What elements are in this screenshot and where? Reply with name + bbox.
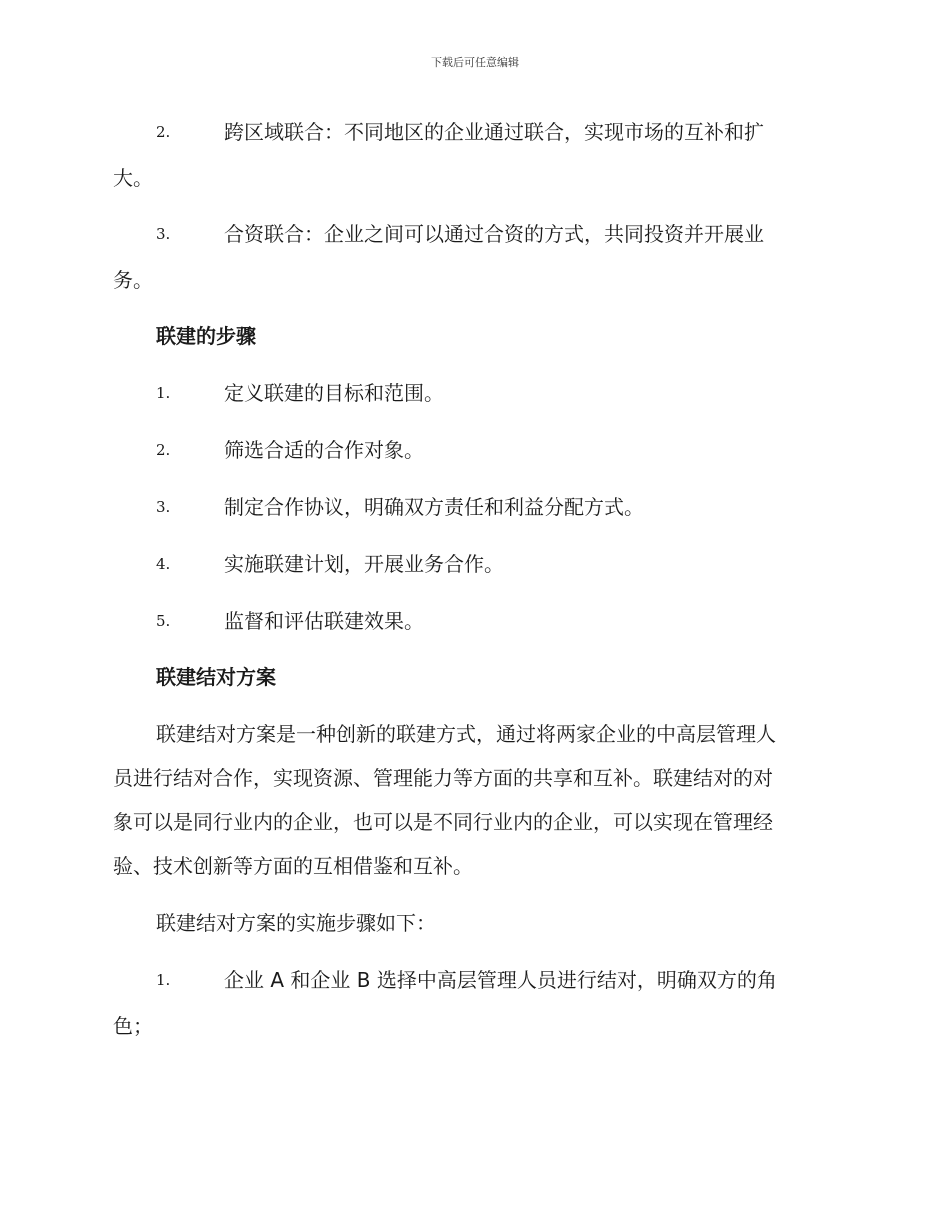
list-number: 3. xyxy=(156,498,171,516)
list-item xyxy=(113,371,833,415)
list-item xyxy=(113,485,833,529)
list-item xyxy=(113,110,833,154)
list-number: 5. xyxy=(156,612,171,630)
intro-paragraph: 联建结对方案的实施步骤如下： xyxy=(156,911,436,935)
list-item xyxy=(113,428,833,472)
list-text: 跨区域联合：不同地区的企业通过联合，实现市场的互补和扩 xyxy=(224,120,764,144)
list-text: 实施联建计划，开展业务合作。 xyxy=(224,552,504,576)
paragraph-line: 象可以是同行业内的企业，也可以是不同行业内的企业，可以实现在管理经 xyxy=(113,810,773,834)
list-text: 制定合作协议，明确双方责任和利益分配方式。 xyxy=(224,495,644,519)
paragraph-line: 联建结对方案是一种创新的联建方式，通过将两家企业的中高层管理人 xyxy=(156,722,776,746)
types-list xyxy=(113,110,833,302)
section-heading-steps: 联建的步骤 xyxy=(156,324,256,348)
list-continuation: 务。 xyxy=(113,268,153,292)
list-item xyxy=(113,958,833,1002)
paragraph-line: 员进行结对合作，实现资源、管理能力等方面的共享和互补。联建结对的对 xyxy=(113,766,773,790)
list-continuation: 色； xyxy=(113,1014,153,1038)
list-continuation: 大。 xyxy=(113,166,153,190)
list-number: 2. xyxy=(156,123,171,141)
pairing-paragraph xyxy=(113,712,833,888)
list-number: 3. xyxy=(156,225,171,243)
document-body xyxy=(113,110,833,1048)
list-number: 1. xyxy=(156,384,171,402)
list-text: 定义联建的目标和范围。 xyxy=(224,381,444,405)
list-text: 筛选合适的合作对象。 xyxy=(224,438,424,462)
list-text: 合资联合：企业之间可以通过合资的方式，共同投资并开展业 xyxy=(224,222,764,246)
list-number: 4. xyxy=(156,555,171,573)
list-text: 企业 A 和企业 B 选择中高层管理人员进行结对，明确双方的角 xyxy=(224,968,777,992)
page-header: 下载后可任意编辑 xyxy=(431,56,519,69)
list-item xyxy=(113,542,833,586)
list-text: 监督和评估联建效果。 xyxy=(224,609,424,633)
list-number: 2. xyxy=(156,441,171,459)
list-number: 1. xyxy=(156,971,171,989)
list-item xyxy=(113,212,833,256)
paragraph-line: 验、技术创新等方面的互相借鉴和互补。 xyxy=(113,854,473,878)
steps-list xyxy=(113,371,833,643)
list-item xyxy=(113,599,833,643)
section-heading-pairing: 联建结对方案 xyxy=(156,665,276,689)
